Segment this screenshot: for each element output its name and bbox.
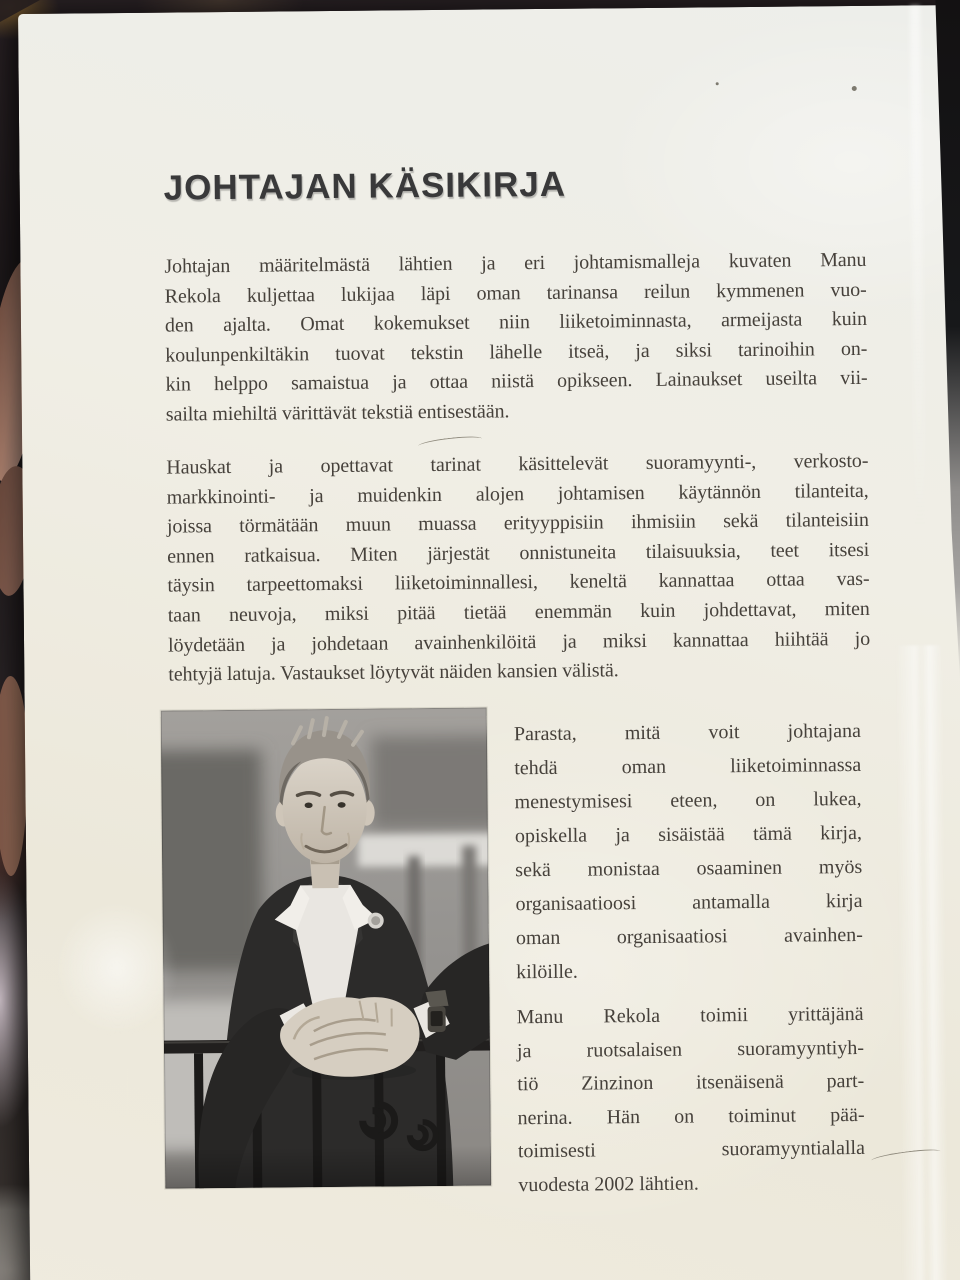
- book-title: JOHTAJAN KÄSIKIRJA: [163, 164, 567, 208]
- cover-speck: [852, 86, 857, 91]
- author-bio-paragraph: Manu Rekola toimii yrittäjänä ja ruotsalaisen suoramyyntiyh- tiö Zinzinon itsenäisenä part- nerina. Hän on toiminut pää- toimisesti suoramyyntialalla vuodesta 2002 lähtien.: [516, 1002, 866, 1196]
- cover-gloss-reflection-top: [910, 5, 925, 525]
- watch-band: [425, 990, 448, 1006]
- back-cover-paragraph-2: Hauskat ja opettavat tarinat käsittelevät suoramyynti-, verkosto- markkinointi- ja muidenkin alojen johtamisen käytännön tilanteita, joissa törmätään muun muassa erityyppisiin ihmisiin sekä tilanteisiin ennen ratkaisua. Miten järjestät onnistuneita tilaisuuksia, teet itsesi täysin tarpeettomaksi liiketoiminnallesi, keneltä kannattaa ottaa vas- taan neuvoja, miksi pitää tietää enemmän kuin johdettavat, miten löydetään ja johdetaan avainhenkilöitä ja miksi kannattaa hiihtää jo tehtyjä latuja. Vastaukset löytyvät näiden kansien välistä.: [166, 449, 871, 686]
- author-photo: [161, 708, 492, 1189]
- back-cover-paragraph-1: Johtajan määritelmästä lähtien ja eri johtamismalleja kuvaten Manu Rekola kuljettaa lukijaa läpi oman tarinansa reilun kymmenen vuo- den ajalta. Omat kokemukset niin liiketoiminnasta, armeijasta kuin koulunpenkiltäkin tuovat tekstin lähelle itseä, ja siksi tarinoihin on- kin helppo samaistua ja ottaa niistä opikseen. Lainaukset useilta vii- sailta miehiltä värittävät tekstiä entisestään.: [164, 248, 868, 426]
- book-back-cover: [18, 5, 960, 1280]
- author-photo-graphic: [161, 708, 492, 1189]
- cover-speck: [716, 82, 719, 85]
- author-pitch-paragraph: Parasta, mitä voit johtajana tehdä oman liiketoiminnassa menestymisesi eteen, on lukea, opiskella ja sisäistää tämä kirja, sekä monistaa osaaminen myös organisaatioosi antamalla kirja oman organisaatiosi avainhen- kilöille.: [513, 719, 863, 984]
- cover-hair-scratch: [418, 434, 483, 450]
- cover-gloss-reflection: [896, 645, 948, 1280]
- cover-gloss-spot: [57, 903, 178, 1034]
